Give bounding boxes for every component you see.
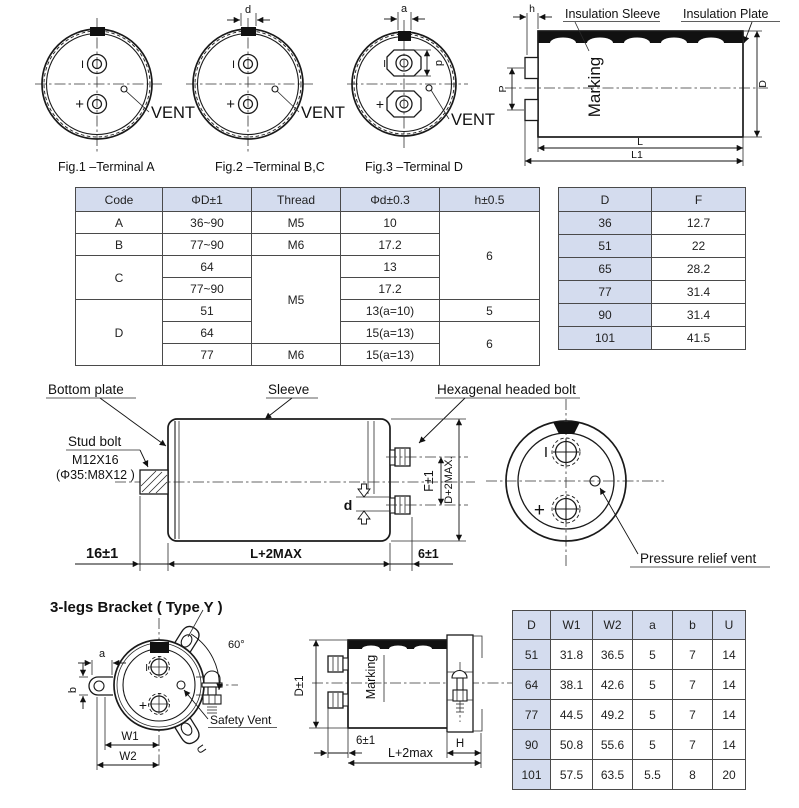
- table-row: [513, 730, 746, 760]
- cell-d: 36: [559, 212, 652, 235]
- dim-l2max-label: L+2MAX: [250, 546, 302, 561]
- table-row: [559, 235, 746, 258]
- table-header-row: [513, 611, 746, 640]
- negative-terminal-mark: I: [145, 663, 148, 674]
- insulation-plate-label: Insulation Plate: [683, 7, 769, 21]
- marking-label: Marking: [585, 56, 604, 118]
- hex-headed-bolt-top: [328, 656, 348, 672]
- cell-phid: 15(a=13): [341, 322, 440, 344]
- hex-headed-bolt-bottom: [328, 692, 348, 708]
- cell-w1: 57.5: [551, 760, 593, 790]
- cell-u: 20: [713, 760, 746, 790]
- cell-a: 5.5: [633, 760, 673, 790]
- col-header-code: Code: [76, 188, 163, 212]
- polarity-mark: [553, 422, 580, 434]
- cell-w1: 50.8: [551, 730, 593, 760]
- negative-terminal-mark: I: [80, 59, 84, 71]
- polarity-mark: [150, 642, 169, 653]
- table-header-row: [76, 188, 540, 212]
- cell-code: D: [76, 300, 163, 366]
- col-header-d: D: [559, 188, 652, 212]
- terminal-stud: [525, 100, 538, 121]
- cell-d: 77~90: [163, 278, 252, 300]
- cell-d: 65: [559, 258, 652, 281]
- negative-terminal-mark: I: [231, 59, 235, 71]
- dim-b-label: b: [67, 686, 79, 694]
- terminal-bolt-top: [552, 438, 580, 466]
- dim-a-label: a: [98, 648, 106, 660]
- cell-d: 64: [513, 670, 551, 700]
- col-header-a: a: [633, 611, 673, 640]
- positive-terminal-mark: +: [138, 697, 147, 713]
- cell-d: 51: [163, 300, 252, 322]
- hex-bolt-label: Hexagenal headed bolt: [437, 382, 576, 397]
- cell-d: 90: [559, 304, 652, 327]
- marking-label: Marking: [364, 654, 378, 700]
- capacitor-assembly-side-view: [46, 382, 580, 571]
- col-header-u: U: [713, 611, 746, 640]
- table-row: [513, 670, 746, 700]
- cell-b: 8: [673, 760, 713, 790]
- cell-phid: 15(a=13): [341, 344, 440, 366]
- stud-bolt-size-label: M12X16: [72, 453, 119, 467]
- cell-thread: M6: [252, 234, 341, 256]
- stud-bolt: [140, 470, 168, 494]
- col-header-d: D: [513, 611, 551, 640]
- cell-a: 5: [633, 700, 673, 730]
- cell-b: 7: [673, 670, 713, 700]
- dim-d-label: d: [433, 59, 445, 67]
- fig1-caption: Fig.1 –Terminal A: [58, 160, 155, 174]
- dim-f-label: F±1: [422, 470, 436, 492]
- polarity-mark: [398, 31, 411, 41]
- dim-d-label: d: [244, 4, 252, 16]
- cell-d: 101: [559, 327, 652, 350]
- vent-label: VENT: [301, 104, 346, 122]
- dim-l-label: L: [637, 136, 643, 148]
- angle-label: 60°: [228, 639, 245, 651]
- cell-d: 51: [513, 640, 551, 670]
- cell-d: 77: [513, 700, 551, 730]
- fig2-caption: Fig.2 –Terminal B,C: [215, 160, 325, 174]
- dim-h-label: h: [529, 3, 535, 15]
- dim-d1-label: D±1: [294, 675, 306, 697]
- cell-f: 31.4: [652, 281, 746, 304]
- fig3-terminal-d-drawing: [347, 3, 495, 174]
- cell-d: 36~90: [163, 212, 252, 234]
- cell-a: 5: [633, 730, 673, 760]
- dim-16-label: 16±1: [86, 546, 119, 562]
- cell-w1: 38.1: [551, 670, 593, 700]
- cell-w1: 31.8: [551, 640, 593, 670]
- cell-f: 28.2: [652, 258, 746, 281]
- col-header-thread: Thread: [252, 188, 341, 212]
- col-header-phid: Φd±0.3: [341, 188, 440, 212]
- table-row: [559, 327, 746, 350]
- dim-h-label: H: [455, 738, 465, 750]
- cell-f: 12.7: [652, 212, 746, 235]
- cell-u: 14: [713, 640, 746, 670]
- bracket-section-title: 3-legs Bracket ( Type Y ): [50, 599, 223, 616]
- cell-phid: 17.2: [341, 234, 440, 256]
- cell-f: 31.4: [652, 304, 746, 327]
- fig2-terminal-bc-drawing: [186, 4, 345, 174]
- cell-d: 77: [559, 281, 652, 304]
- cell-h: 6: [440, 212, 540, 300]
- cell-code: A: [76, 212, 163, 234]
- terminal-dimensions-table: [75, 187, 540, 366]
- cell-u: 14: [713, 730, 746, 760]
- cell-phid: 17.2: [341, 278, 440, 300]
- d-f-table: [558, 187, 746, 350]
- polarity-mark: [241, 27, 256, 36]
- bracket-dimensions-table: [512, 610, 746, 790]
- cell-a: 5: [633, 670, 673, 700]
- positive-terminal-mark: +: [375, 96, 384, 112]
- table-row: [76, 212, 540, 234]
- cell-d: 90: [513, 730, 551, 760]
- dim-w1-label: W1: [121, 731, 139, 743]
- table-row: [513, 760, 746, 790]
- cell-phid: 10: [341, 212, 440, 234]
- cell-b: 7: [673, 700, 713, 730]
- col-header-w2: W2: [593, 611, 633, 640]
- cell-d: 51: [559, 235, 652, 258]
- cell-w2: 42.6: [593, 670, 633, 700]
- cell-f: 22: [652, 235, 746, 258]
- cell-d: 77~90: [163, 234, 252, 256]
- terminal-stud: [525, 58, 538, 79]
- cell-h: 6: [440, 322, 540, 366]
- dim-d-label: d: [343, 497, 353, 513]
- sleeve-label: Sleeve: [268, 382, 310, 397]
- dim-w2-label: W2: [119, 751, 137, 763]
- dim-p-label: P: [497, 85, 509, 93]
- col-header-b: b: [673, 611, 713, 640]
- cell-b: 7: [673, 640, 713, 670]
- negative-terminal-mark: I: [383, 59, 386, 70]
- cell-d: 77: [163, 344, 252, 366]
- col-header-w1: W1: [551, 611, 593, 640]
- table-row: [559, 304, 746, 327]
- dim-l1-label: L1: [631, 149, 643, 161]
- cell-f: 41.5: [652, 327, 746, 350]
- table-row: [559, 281, 746, 304]
- cell-phid: 13(a=10): [341, 300, 440, 322]
- cell-h: 5: [440, 300, 540, 322]
- cell-w2: 55.6: [593, 730, 633, 760]
- table-header-row: [559, 188, 746, 212]
- bracket-plate: [447, 635, 482, 732]
- table-row: [513, 700, 746, 730]
- vent-label: VENT: [151, 104, 196, 122]
- cell-u: 14: [713, 700, 746, 730]
- cell-w2: 49.2: [593, 700, 633, 730]
- positive-terminal-mark: +: [226, 96, 235, 113]
- col-header-f: F: [652, 188, 746, 212]
- cell-thread: M6: [252, 344, 341, 366]
- bracket-front-view: [67, 610, 277, 770]
- table-row: [559, 212, 746, 235]
- safety-vent-label: Safety Vent: [210, 713, 272, 727]
- cell-d: 101: [513, 760, 551, 790]
- table-row: [513, 640, 746, 670]
- cell-u: 14: [713, 670, 746, 700]
- cell-d: 64: [163, 322, 252, 344]
- dim-d-label: D: [757, 80, 769, 88]
- cell-d: 64: [163, 256, 252, 278]
- dim-l2max-label: L+2max: [388, 746, 433, 760]
- cell-code: C: [76, 256, 163, 300]
- table-row: [559, 258, 746, 281]
- dim-6-label: 6±1: [418, 547, 439, 561]
- terminal-bolt-bottom: [552, 495, 580, 523]
- bottom-plate-label: Bottom plate: [48, 382, 124, 397]
- positive-terminal-mark: +: [533, 500, 545, 521]
- capacitor-end-view: [486, 399, 770, 567]
- bracket-tab-left: [89, 677, 113, 695]
- insulation-sleeve-label: Insulation Sleeve: [565, 7, 661, 21]
- col-header-h: h±0.5: [440, 188, 540, 212]
- cell-thread: M5: [252, 256, 341, 344]
- pressure-vent-label: Pressure relief vent: [640, 551, 757, 566]
- cell-a: 5: [633, 640, 673, 670]
- outline-arrow-up: [358, 511, 370, 524]
- cell-b: 7: [673, 730, 713, 760]
- positive-terminal-mark: +: [75, 96, 84, 113]
- cell-phid: 13: [341, 256, 440, 278]
- stud-bolt-alt-label: (Φ35:M8X12 ): [56, 468, 135, 482]
- cell-w2: 63.5: [593, 760, 633, 790]
- fig1-terminal-a-drawing: [35, 18, 195, 174]
- stud-bolt-label: Stud bolt: [68, 434, 122, 449]
- dim-a-label: a: [400, 3, 408, 15]
- cell-w2: 36.5: [593, 640, 633, 670]
- capacitor-side-view: [497, 3, 780, 166]
- cell-thread: M5: [252, 212, 341, 234]
- dim-6-label: 6±1: [356, 735, 376, 747]
- cell-w1: 44.5: [551, 700, 593, 730]
- polarity-mark: [90, 27, 105, 36]
- bracket-side-view: [294, 635, 543, 768]
- col-header-phiD: ΦD±1: [163, 188, 252, 212]
- cell-code: B: [76, 234, 163, 256]
- negative-terminal-mark: I: [543, 444, 548, 461]
- fig3-caption: Fig.3 –Terminal D: [365, 160, 463, 174]
- dim-u-label: U: [193, 742, 208, 757]
- vent-label: VENT: [451, 111, 496, 129]
- dim-d2max-label: D+2MAX.: [443, 456, 455, 504]
